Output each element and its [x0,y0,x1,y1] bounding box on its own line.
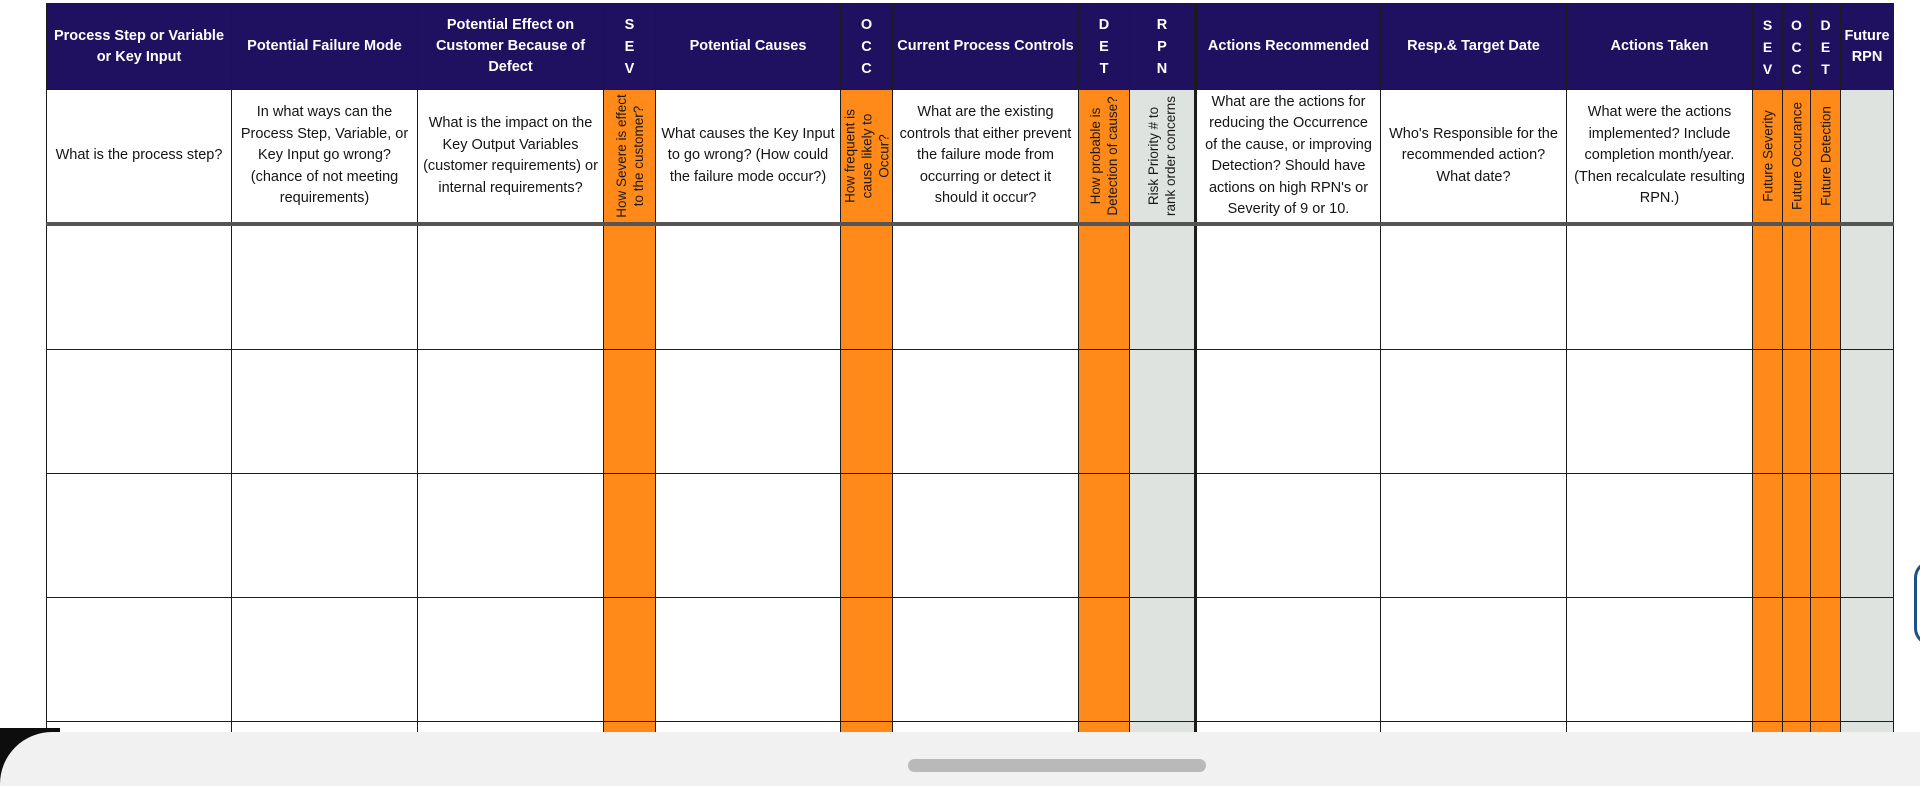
cell[interactable] [1196,224,1381,350]
cell[interactable] [1567,350,1753,474]
cell-future-occ[interactable] [1783,350,1811,474]
header-occ-letter: C [861,60,872,77]
header-row [47,4,1894,90]
header-future-det-letter: D [1820,16,1831,33]
desc-controls[interactable]: What are the existing controls that either prevent the failure mode from occurring or detect it should it occur? [893,90,1079,225]
cell-rpn[interactable] [1130,474,1196,598]
desc-future-occ[interactable] [1783,90,1811,225]
header-actions-recommended[interactable]: Actions Recommended [1196,4,1381,90]
cell[interactable] [418,598,604,722]
cell[interactable] [47,350,232,474]
header-effect[interactable]: Potential Effect on Customer Because of Defect [418,4,604,90]
cell[interactable] [232,350,418,474]
cell[interactable] [418,474,604,598]
header-future-det-letter: E [1820,38,1831,55]
desc-rpn-text: Risk Priority # to rank order concerns [1146,95,1178,217]
cell-occ[interactable] [841,474,893,598]
header-future-sev-letter: E [1762,38,1773,55]
header-future-sev[interactable] [1753,4,1783,90]
header-sev[interactable] [604,4,656,90]
cell[interactable] [656,598,841,722]
header-future-occ[interactable] [1783,4,1811,90]
cell-rpn[interactable] [1130,350,1196,474]
cell-sev[interactable] [604,474,656,598]
cell[interactable] [1196,350,1381,474]
cell-future-det[interactable] [1811,474,1841,598]
cell[interactable] [1567,224,1753,350]
cell[interactable] [47,224,232,350]
cell-occ[interactable] [841,350,893,474]
cell[interactable] [656,350,841,474]
desc-failure-mode[interactable]: In what ways can the Process Step, Variable, or Key Input go wrong? (chance of not meeting requirements) [232,90,418,225]
cell-sev[interactable] [604,598,656,722]
cell-future-rpn[interactable] [1841,598,1894,722]
table-row [47,224,1894,350]
cell-det[interactable] [1079,474,1130,598]
description-row [47,90,1894,225]
cell-det[interactable] [1079,598,1130,722]
header-actions-taken[interactable]: Actions Taken [1567,4,1753,90]
desc-actions-taken[interactable]: What were the actions implemented? Include completion month/year. (Then recalculate resulting RPN.) [1567,90,1753,225]
desc-process-step[interactable]: What is the process step? [47,90,232,225]
header-failure-mode[interactable]: Potential Failure Mode [232,4,418,90]
header-det-letter: T [1099,60,1109,77]
cell[interactable] [1567,598,1753,722]
header-sev-letter: E [624,38,635,55]
cell-rpn[interactable] [1130,598,1196,722]
desc-rpn[interactable] [1130,90,1196,225]
cell[interactable] [1381,350,1567,474]
cell[interactable] [893,598,1079,722]
desc-effect[interactable]: What is the impact on the Key Output Variables (customer requirements) or internal requirements? [418,90,604,225]
header-future-occ-letter: C [1791,38,1802,55]
cell-future-det[interactable] [1811,598,1841,722]
cell[interactable] [232,474,418,598]
header-occ[interactable] [841,4,893,90]
cell-future-rpn[interactable] [1841,474,1894,598]
cell-occ[interactable] [841,224,893,350]
table-row [47,598,1894,722]
desc-det[interactable] [1079,90,1130,225]
cell[interactable] [893,224,1079,350]
cell-future-occ[interactable] [1783,598,1811,722]
cell[interactable] [1381,474,1567,598]
desc-sev[interactable] [604,90,656,225]
cell-future-rpn[interactable] [1841,350,1894,474]
header-det-letter: E [1099,38,1109,55]
header-sev-letter: V [624,60,635,77]
cell-rpn[interactable] [1130,224,1196,350]
cell[interactable] [1196,598,1381,722]
cell[interactable] [1567,474,1753,598]
cell[interactable] [1381,598,1567,722]
cell-future-sev[interactable] [1753,224,1783,350]
header-causes[interactable]: Potential Causes [656,4,841,90]
cell-det[interactable] [1079,224,1130,350]
cell-sev[interactable] [604,350,656,474]
cell[interactable] [232,598,418,722]
desc-det-text: How probable is Detection of cause? [1088,96,1120,216]
cell-future-rpn[interactable] [1841,224,1894,350]
cell-future-occ[interactable] [1783,474,1811,598]
header-det-letter: D [1098,16,1110,33]
table-row [47,474,1894,598]
header-future-sev-letter: V [1762,60,1773,77]
cell[interactable] [418,350,604,474]
header-future-det-letter: T [1821,60,1830,77]
cell-future-sev[interactable] [1753,474,1783,598]
header-occ-letter: O [860,16,873,33]
desc-actions-recommended[interactable]: What are the actions for reducing the Occurrence of the cause, or improving Detection? Should have actions on high RPN's or Severity of 9 or 10. [1196,90,1381,225]
desc-occ[interactable] [841,90,893,225]
desc-future-sev-text: Future Severity [1760,110,1775,202]
header-process-step[interactable]: Process Step or Variable or Key Input [47,4,232,90]
cell[interactable] [893,474,1079,598]
desc-future-det[interactable] [1811,90,1841,225]
desc-future-sev[interactable] [1753,90,1783,225]
cell-det[interactable] [1079,350,1130,474]
header-controls[interactable]: Current Process Controls [893,4,1079,90]
side-scroll-handle[interactable] [1914,560,1920,646]
cell[interactable] [418,224,604,350]
cell-sev[interactable] [604,224,656,350]
header-future-occ-letter: O [1791,16,1802,33]
header-future-sev-letter: S [1762,16,1773,33]
cell[interactable] [1381,224,1567,350]
header-future-occ-letter: C [1791,60,1802,77]
header-rpn-letter: P [1157,38,1167,55]
desc-resp-target[interactable]: Who's Responsible for the recommended action? What date? [1381,90,1567,225]
header-future-det[interactable] [1811,4,1841,90]
horizontal-scrollbar-thumb[interactable] [908,759,1206,772]
desc-future-det-text: Future Detection [1818,106,1833,206]
desc-sev-text: How Severe is effect to the customer? [613,94,646,218]
header-sev-letter: S [624,16,635,33]
header-occ-letter: C [861,38,872,55]
cell[interactable] [232,224,418,350]
header-rpn-letter: R [1156,16,1168,33]
cell[interactable] [1196,474,1381,598]
cell[interactable] [47,474,232,598]
header-resp-target[interactable]: Resp.& Target Date [1381,4,1567,90]
table-row [47,350,1894,474]
cell[interactable] [47,598,232,722]
header-future-rpn[interactable]: Future RPN [1841,4,1894,90]
cell-future-sev[interactable] [1753,598,1783,722]
fmea-table [46,3,1894,743]
desc-future-rpn[interactable] [1841,90,1894,225]
cell[interactable] [893,350,1079,474]
desc-future-occ-text: Future Occurance [1789,101,1804,211]
cell-future-occ[interactable] [1783,224,1811,350]
header-det[interactable] [1079,4,1130,90]
cell-future-det[interactable] [1811,350,1841,474]
header-rpn-letter: N [1156,60,1168,77]
cell-future-det[interactable] [1811,224,1841,350]
desc-occ-text: How frequent is cause likely to Occur? [842,109,891,203]
desc-causes[interactable]: What causes the Key Input to go wrong? (How could the failure mode occur?) [656,90,841,225]
cell-occ[interactable] [841,598,893,722]
cell[interactable] [656,224,841,350]
header-rpn[interactable] [1130,4,1196,90]
cell[interactable] [656,474,841,598]
cell-future-sev[interactable] [1753,350,1783,474]
